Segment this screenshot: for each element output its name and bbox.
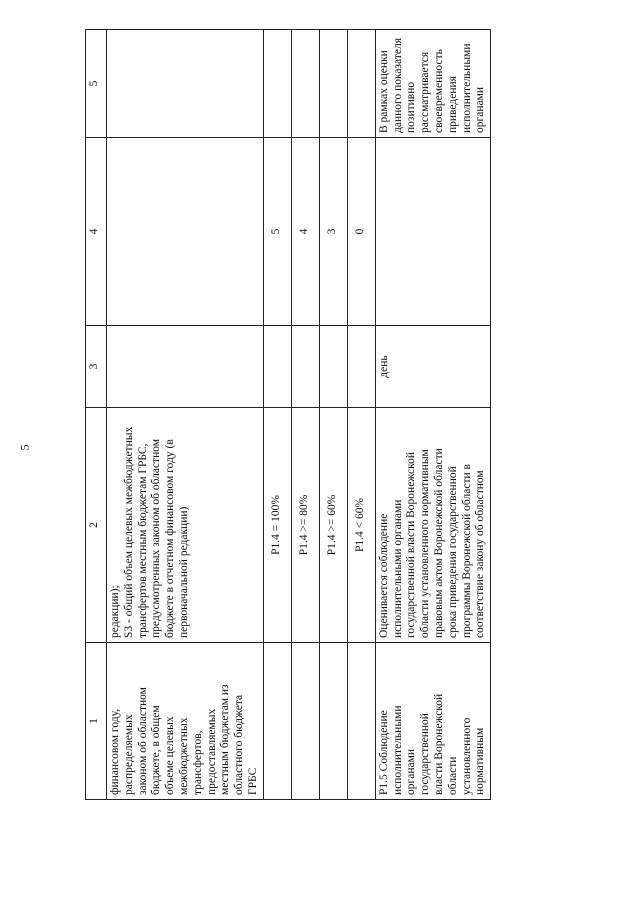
cell-indicator-description (263, 643, 291, 800)
cell-condition: P1.4 >= 80% (291, 408, 319, 643)
cell-comment: В рамках оценки данного показателя позитивно рассматривается своевременность приведения исполнительными органами (375, 30, 490, 138)
header-col-3: 3 (86, 326, 107, 408)
cell-score: 5 (263, 138, 291, 326)
cell-indicator-description: финансовом году, распределяемых законом об областном бюджете, в общем объеме целевых межбюджетных трансфертов, предоставляемых местным бюджетам из областного бюджета ГРБС (107, 643, 264, 800)
cell-comment (347, 30, 375, 138)
indicator-table (85, 29, 491, 800)
cell-unit (319, 326, 347, 408)
cell-indicator-description (347, 643, 375, 800)
cell-unit (347, 326, 375, 408)
header-col-4: 4 (86, 138, 107, 326)
cell-condition: P1.4 = 100% (263, 408, 291, 643)
table-container (85, 30, 585, 800)
cell-formula-description: Оценивается соблюдение исполнительными органами государственной власти Воронежской области установленного нормативным правовым актом Воронежской области срока приведения государственной программы Воронежской области в соответствие закону об областном (375, 408, 490, 643)
cell-indicator-description: P1.5 Соблюдение исполнительными органами государственной власти Воронежской области установленного нормативным (375, 643, 490, 800)
cell-indicator-description (319, 643, 347, 800)
page-number: 5 (17, 444, 32, 451)
table-row (107, 30, 264, 800)
cell-score (375, 138, 490, 326)
cell-formula-description: редакции); S3 - общий объем целевых межбюджетных трансфертов местным бюджетам ГРБС, предусмотренных законом об областном бюджете в отчетном финансовом году (в первоначальной редакции) (107, 408, 264, 643)
cell-indicator-description (291, 643, 319, 800)
table-row (375, 30, 490, 800)
cell-condition: P1.4 < 60% (347, 408, 375, 643)
cell-score: 0 (347, 138, 375, 326)
cell-unit (263, 326, 291, 408)
cell-comment (291, 30, 319, 138)
cell-unit (107, 326, 264, 408)
header-col-1: 1 (86, 643, 107, 800)
cell-score: 3 (319, 138, 347, 326)
cell-comment (107, 30, 264, 138)
table-row (319, 30, 347, 800)
cell-unit (291, 326, 319, 408)
header-col-5: 5 (86, 30, 107, 138)
cell-score: 4 (291, 138, 319, 326)
table-row (263, 30, 291, 800)
cell-unit: день (375, 326, 490, 408)
table-row (347, 30, 375, 800)
cell-score (107, 138, 264, 326)
cell-comment (263, 30, 291, 138)
table-row (291, 30, 319, 800)
cell-comment (319, 30, 347, 138)
header-col-2: 2 (86, 408, 107, 643)
header-row (86, 30, 107, 800)
cell-condition: P1.4 >= 60% (319, 408, 347, 643)
